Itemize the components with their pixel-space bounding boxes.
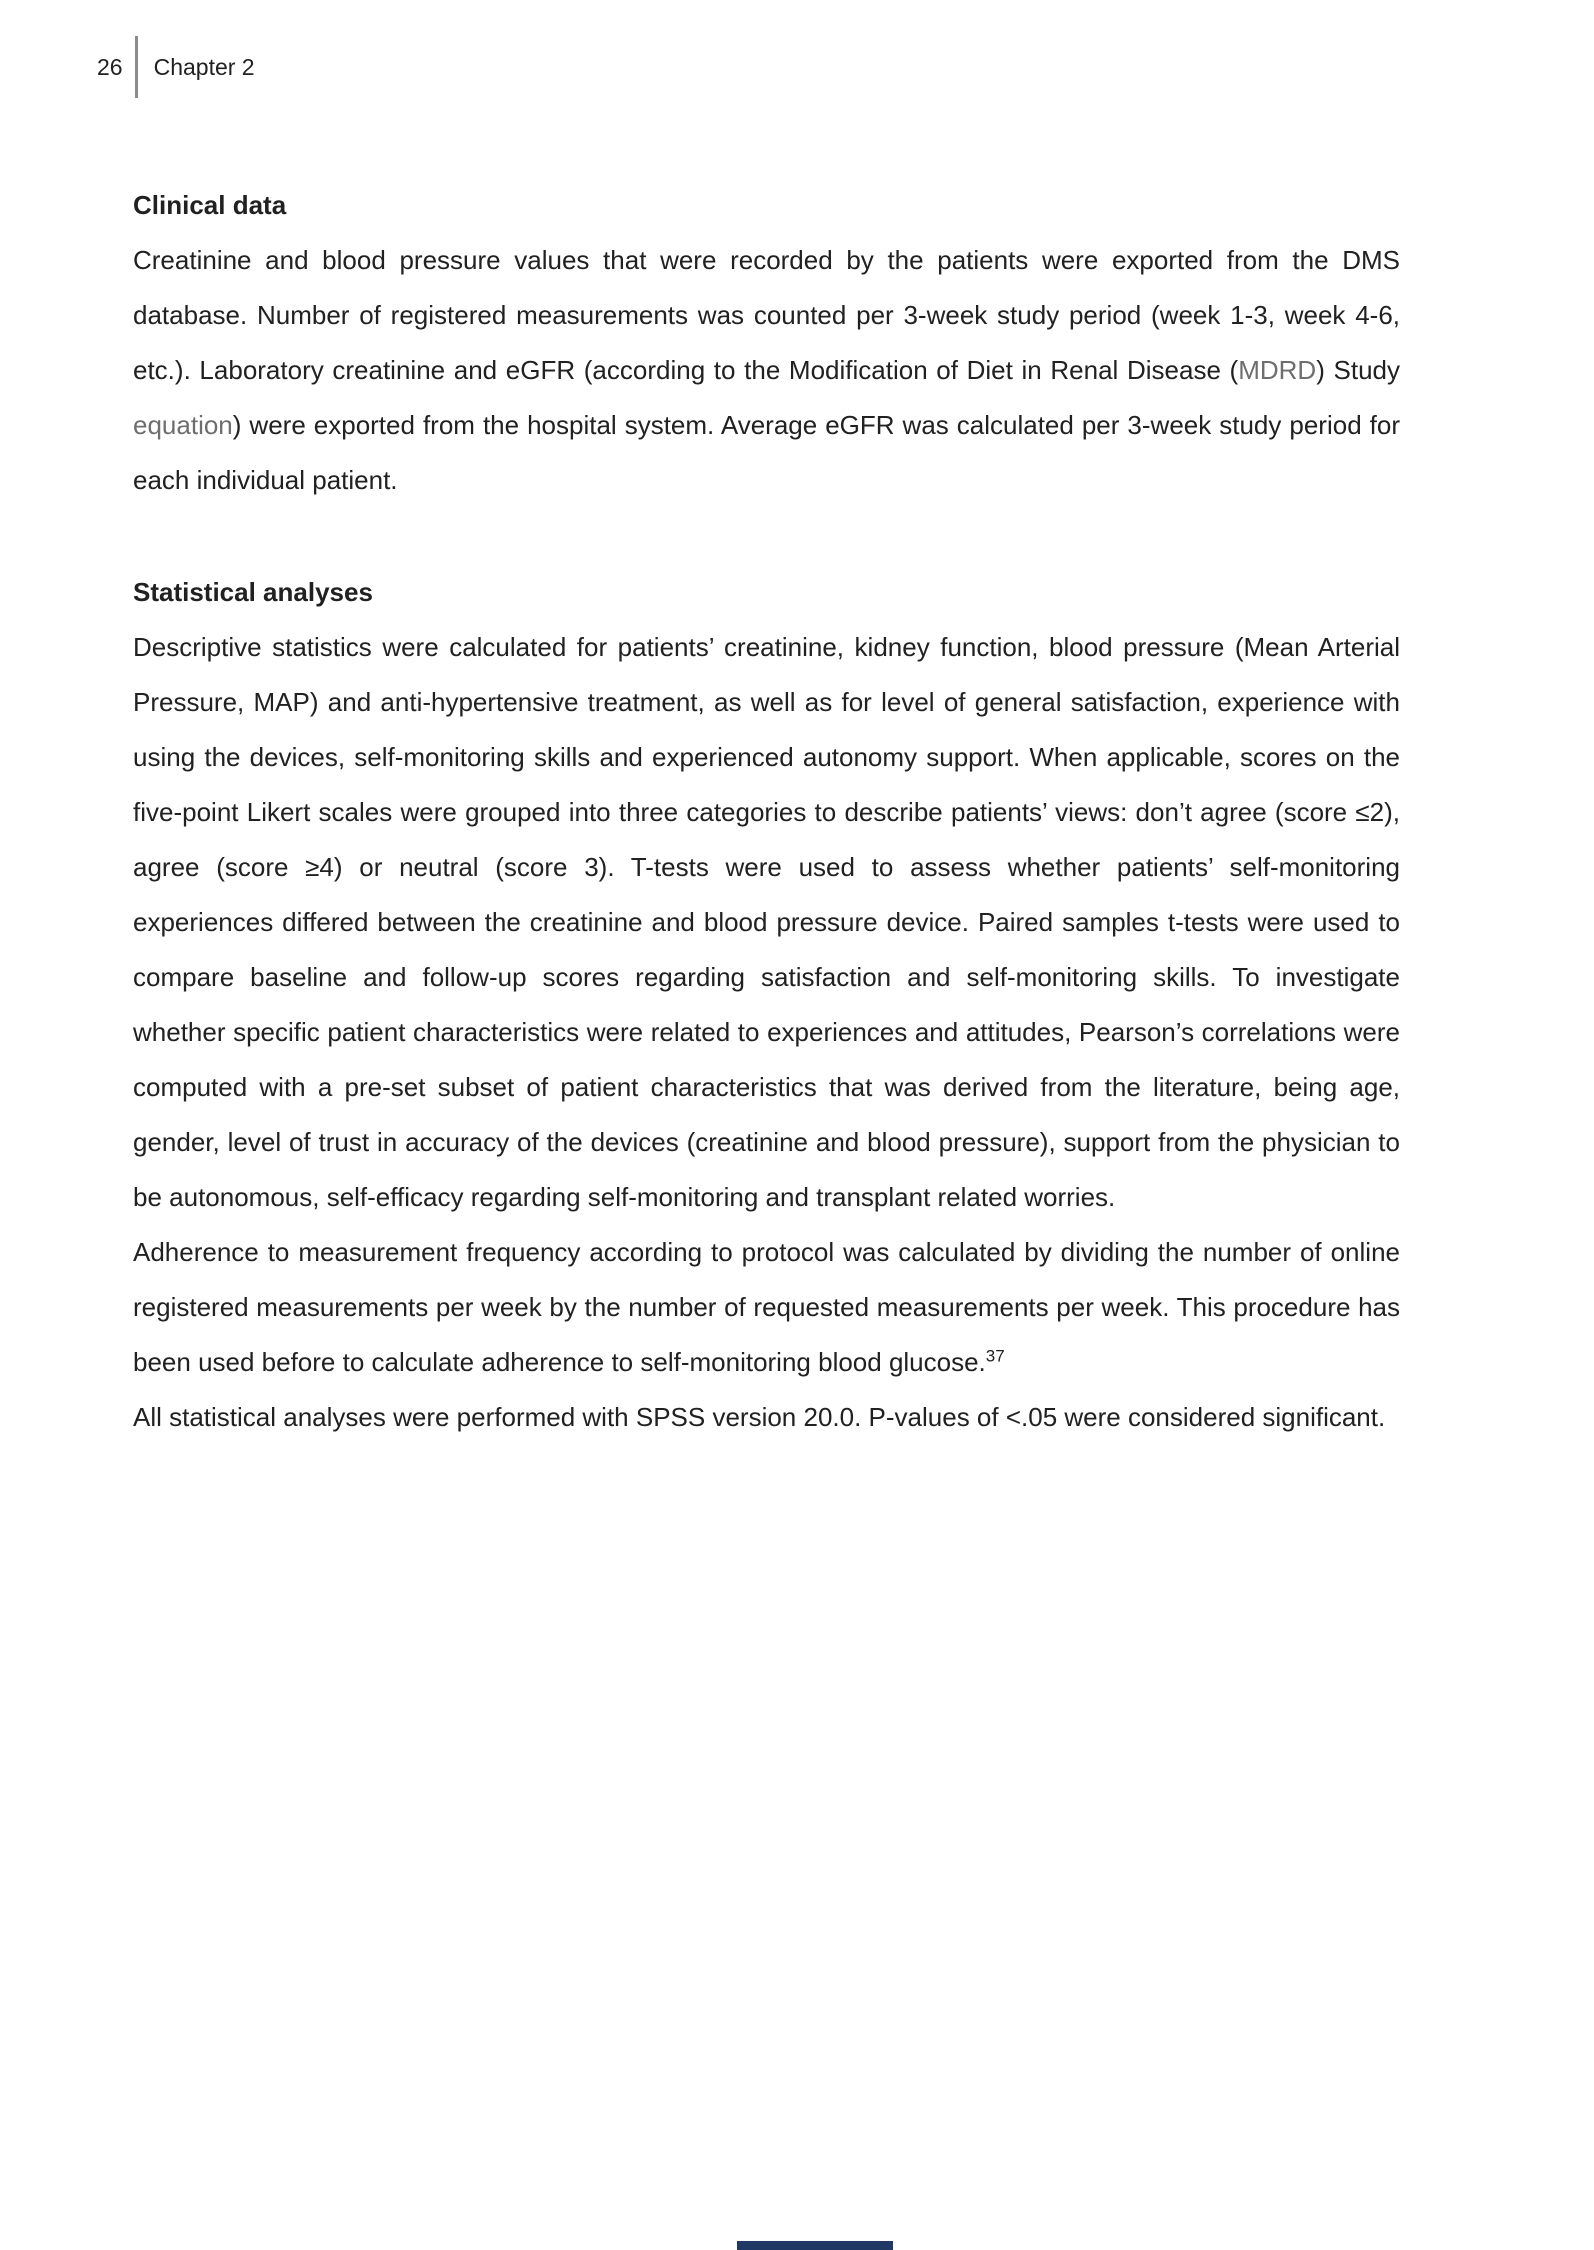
paragraph-text: ) Study — [1316, 355, 1400, 385]
statistical-paragraph-2 — [133, 1225, 1400, 1390]
section-heading-clinical-data: Clinical data — [133, 190, 287, 220]
page-header — [97, 36, 255, 98]
chapter-title: Chapter 2 — [153, 53, 255, 80]
page-content — [133, 178, 1400, 1445]
footer-accent-bar — [737, 2241, 893, 2250]
paragraph-text: Creatinine and blood pressure values that were recorded by the patients were exported from the DMS database. Number of registered measurements was counted per 3-week study period (week 1-3, week 4-6, etc.). Laboratory creatinine and eGFR (according to the Modification of Diet in Renal Disease ( — [133, 245, 1400, 385]
paragraph-text: Adherence to measurement frequency according to protocol was calculated by dividing the number of online registered measurements per week by the number of requested measurements per week. This procedure has been used before to calculate adherence to self-monitoring blood glucose. — [133, 1237, 1400, 1377]
paragraph-text: ) were exported from the hospital system. Average eGFR was calculated per 3-week study period for each individual patient. — [133, 410, 1400, 495]
equation-term: equation — [133, 410, 233, 440]
reference-superscript: 37 — [985, 1346, 1005, 1366]
section-heading-statistical-analyses: Statistical analyses — [133, 577, 373, 607]
page-number: 26 — [97, 53, 123, 80]
statistical-paragraph-1: Descriptive statistics were calculated for patients’ creatinine, kidney function, blood pressure (Mean Arterial Pressure, MAP) and anti-hypertensive treatment, as well as for level of general satisfaction, experience with using the devices, self-monitoring skills and experienced autonomy support. When applicable, scores on the five-point Likert scales were grouped into three categories to describe patients’ views: don’t agree (score ≤2), agree (score ≥4) or neutral (score 3). T-tests were used to assess whether patients’ self-monitoring experiences differed between the creatinine and blood pressure device. Paired samples t-tests were used to compare baseline and follow-up scores regarding satisfaction and self-monitoring skills. To investigate whether specific patient characteristics were related to experiences and attitudes, Pearson’s correlations were computed with a pre-set subset of patient characteristics that was derived from the literature, being age, gender, level of trust in accuracy of the devices (creatinine and blood pressure), support from the physician to be autonomous, self-efficacy regarding self-monitoring and transplant related worries. — [133, 632, 1400, 1212]
mdrd-term: MDRD — [1238, 355, 1317, 385]
clinical-data-paragraph — [133, 233, 1400, 508]
statistical-paragraph-3: All statistical analyses were performed with SPSS version 20.0. P-values of <.05 were considered significant. — [133, 1402, 1386, 1432]
header-divider — [135, 36, 138, 98]
